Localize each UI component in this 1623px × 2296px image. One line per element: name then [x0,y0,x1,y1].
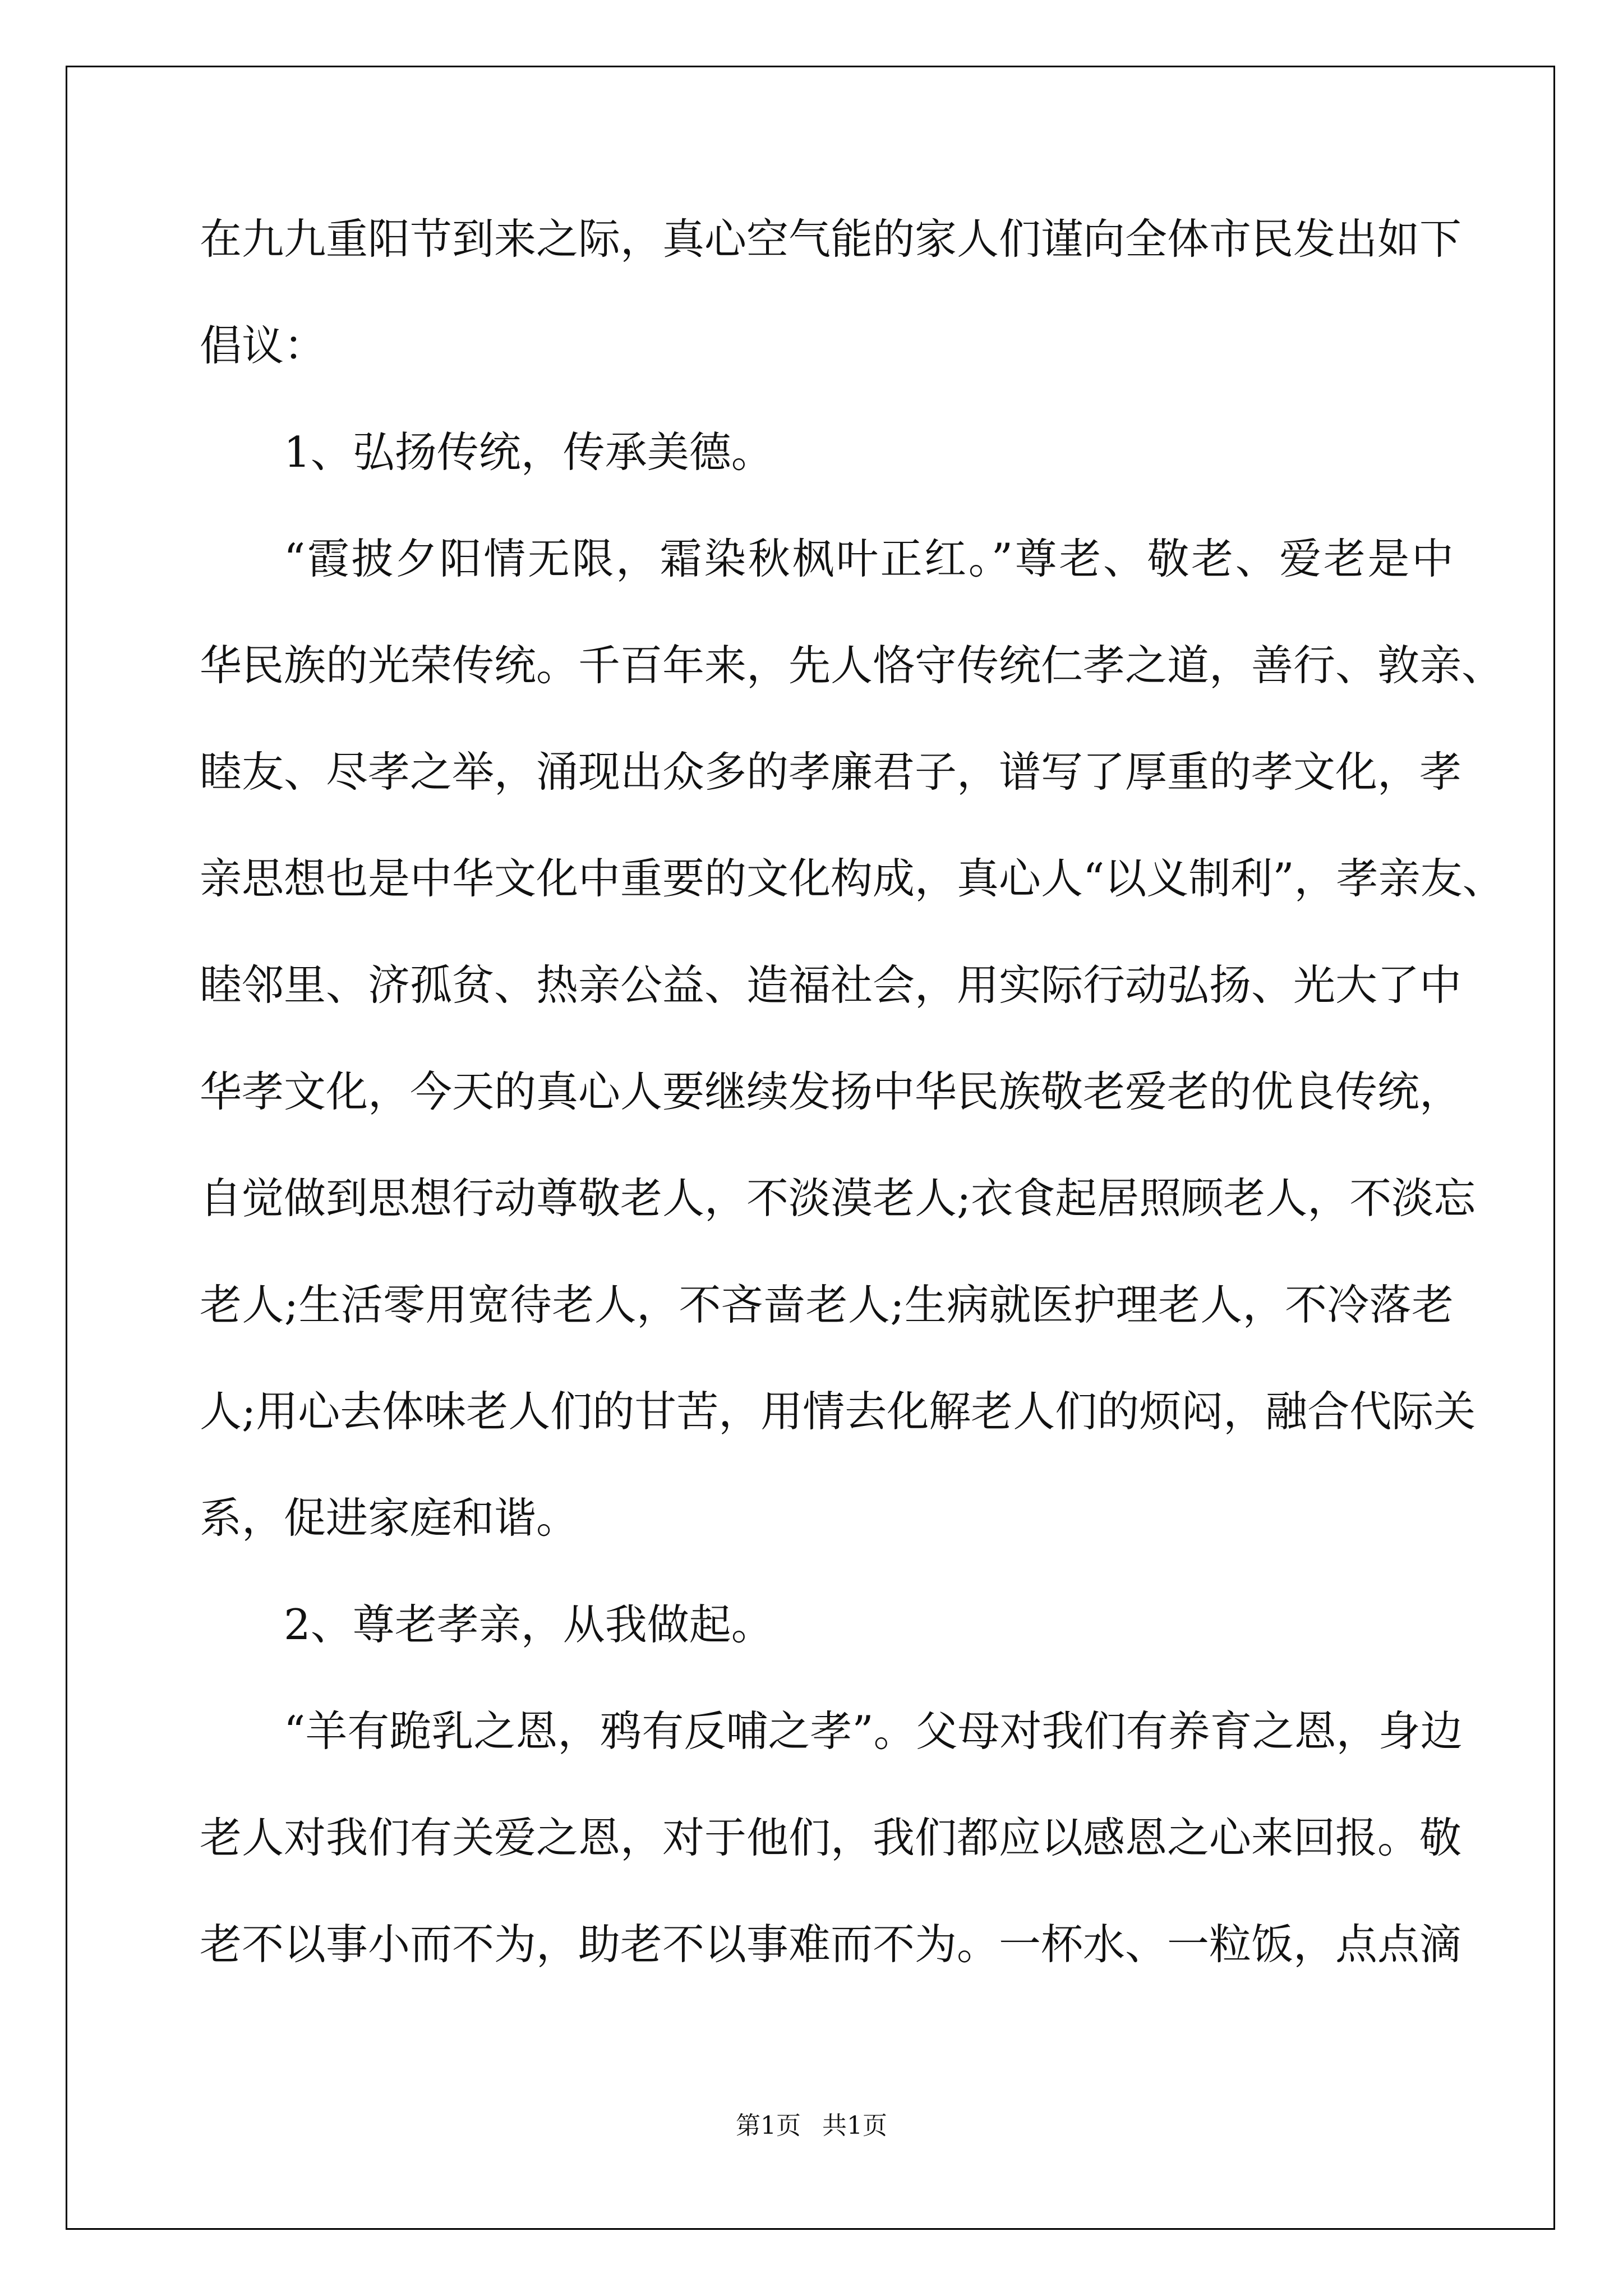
text-line: 华孝文化，今天的真心人要继续发扬中华民族敬老爱老的优良传统， [200,1067,1462,1116]
text-line: 人;用心去体味老人们的甘苦，用情去化解老人们的烦闷，融合代际关 [200,1387,1476,1436]
page-number: 第1页 [736,2111,801,2140]
text-line: 亲思想也是中华文化中重要的文化构成，真心人“以义制利”，孝亲友、 [200,854,1505,903]
text-line: 华民族的光荣传统。千百年来，先人恪守传统仁孝之道，善行、敦亲、 [200,641,1504,690]
text-line: 倡议： [200,321,326,370]
text-line: 睦友、尽孝之举，涌现出众多的孝廉君子，谱写了厚重的孝文化，孝 [200,747,1462,797]
page-border [66,66,1555,2230]
list-heading: 1、弘扬传统，传承美德。 [284,427,773,477]
text-line: “霞披夕阳情无限，霜染秋枫叶正红。”尊老、敬老、爱老是中 [284,534,1454,583]
text-line: 自觉做到思想行动尊敬老人，不淡漠老人;衣食起居照顾老人，不淡忘 [200,1174,1476,1223]
text-line: 睦邻里、济孤贫、热亲公益、造福社会，用实际行动弘扬、光大了中 [200,960,1462,1010]
list-heading: 2、尊老孝亲，从我做起。 [284,1600,773,1649]
text-line: 老不以事小而不为，助老不以事难而不为。一杯水、一粒饭，点点滴 [200,1920,1462,1969]
page-total: 共1页 [822,2111,887,2140]
text-line: 老人对我们有关爱之恩，对于他们，我们都应以感恩之心来回报。敬 [200,1813,1462,1862]
text-line: 系，促进家庭和谐。 [200,1493,579,1543]
page-footer [0,2109,1623,2143]
text-line: 老人;生活零用宽待老人，不吝啬老人;生病就医护理老人，不冷落老 [200,1280,1454,1329]
text-line: 在九九重阳节到来之际，真心空气能的家人们谨向全体市民发出如下 [200,214,1462,264]
text-line: “羊有跪乳之恩，鸦有反哺之孝”。父母对我们有养育之恩，身边 [284,1706,1463,1756]
